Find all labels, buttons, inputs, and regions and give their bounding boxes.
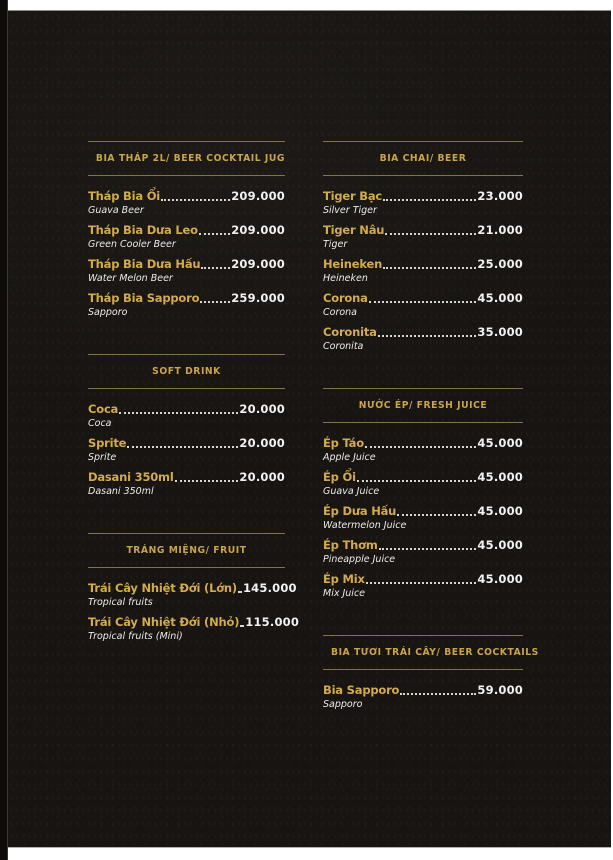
menu-section (323, 388, 523, 599)
item-subtitle: Guava Juice (323, 486, 380, 497)
item-subtitle: Silver Tiger (323, 205, 377, 216)
item-price: 25.000 (477, 257, 523, 271)
dotted-leader (119, 412, 238, 414)
section-title: BIA THÁP 2L/ BEER COCKTAIL JUG (95, 153, 286, 164)
item-name: Ép Táo (323, 436, 364, 450)
item-price: 59.000 (477, 683, 523, 697)
item-name: Heineken (323, 257, 383, 271)
dotted-leader (238, 591, 242, 593)
dotted-leader (385, 233, 476, 235)
section-rule-bottom (88, 567, 285, 568)
item-name: Ép Thơm (323, 538, 378, 552)
item-price: 45.000 (477, 470, 523, 484)
item-line (88, 615, 300, 629)
menu-item (323, 436, 523, 463)
item-line (88, 257, 285, 271)
dotted-leader (383, 199, 476, 201)
item-line (323, 189, 523, 203)
section-rule-top (323, 388, 523, 389)
item-subtitle: Mix Juice (323, 588, 366, 599)
item-line (323, 538, 523, 552)
item-subtitle: Pineapple Juice (323, 554, 396, 565)
item-line (323, 436, 523, 450)
item-price: 20.000 (239, 436, 285, 450)
section-rule-top (323, 141, 523, 142)
section-items (323, 436, 523, 599)
item-price: 209.000 (231, 189, 285, 203)
dotted-leader (378, 335, 477, 337)
item-price: 209.000 (231, 257, 285, 271)
menu-item (323, 325, 523, 352)
section-rule-top (88, 354, 285, 355)
item-line (323, 325, 523, 339)
menu-item (88, 189, 285, 216)
item-name: Tháp Bia Ổi (88, 189, 161, 203)
item-subtitle: Apple Juice (323, 452, 376, 463)
menu-item (323, 572, 523, 599)
item-line (88, 402, 285, 416)
item-price: 20.000 (239, 470, 285, 484)
dotted-leader (369, 301, 477, 303)
item-line (88, 436, 285, 450)
menu-card (8, 10, 611, 848)
dotted-leader (127, 446, 238, 448)
item-name: Tiger Bạc (323, 189, 383, 203)
menu-item (88, 257, 285, 284)
item-name: Tháp Bia Sapporo (88, 291, 200, 305)
item-subtitle: Tropical fruits (Mini) (88, 631, 183, 642)
item-price: 45.000 (477, 504, 523, 518)
menu-item (88, 291, 285, 318)
section-title: BIA CHAI/ BEER (379, 153, 467, 164)
dotted-leader (400, 693, 476, 695)
menu-item (88, 470, 285, 497)
menu-item (88, 402, 285, 429)
item-subtitle: Coca (88, 418, 112, 429)
dotted-leader (397, 514, 476, 516)
menu-section (323, 141, 523, 352)
dotted-leader (199, 233, 230, 235)
section-title: NƯỚC ÉP/ FRESH JUICE (358, 400, 488, 411)
item-subtitle: Watermelon Juice (323, 520, 407, 531)
item-line (323, 683, 523, 697)
item-subtitle: Coronita (323, 341, 364, 352)
item-name: Tiger Nâu (323, 223, 385, 237)
section-items (88, 189, 285, 318)
item-line (88, 291, 285, 305)
menu-item (88, 581, 297, 608)
dotted-leader (357, 480, 477, 482)
item-price: 145.000 (242, 581, 297, 595)
menu-item (323, 257, 523, 284)
item-price: 45.000 (477, 291, 523, 305)
item-name: Trái Cây Nhiệt Đới (Nhỏ) (88, 615, 240, 629)
menu-column-left (88, 141, 300, 746)
item-price: 209.000 (231, 223, 285, 237)
dotted-leader (201, 267, 230, 269)
item-price: 259.000 (231, 291, 285, 305)
dotted-leader (379, 548, 477, 550)
menu-item (323, 223, 523, 250)
menu-item (323, 470, 523, 497)
item-line (323, 291, 523, 305)
menu-columns (88, 141, 539, 746)
item-price: 20.000 (239, 402, 285, 416)
menu-item (323, 504, 523, 531)
item-subtitle: Sapporo (88, 307, 128, 318)
item-subtitle: Green Cooler Beer (88, 239, 176, 250)
item-name: Coca (88, 402, 119, 416)
item-subtitle: Water Melon Beer (88, 273, 173, 284)
dotted-leader (240, 625, 244, 627)
item-line (88, 189, 285, 203)
section-rule-bottom (88, 388, 285, 389)
section-title: TRÁNG MIỆNG/ FRUIT (126, 545, 247, 556)
item-name: Tháp Bia Dưa Hấu (88, 257, 201, 271)
item-price: 45.000 (477, 538, 523, 552)
item-line (88, 470, 285, 484)
item-name: Tháp Bia Dưa Leo (88, 223, 198, 237)
item-name: Trái Cây Nhiệt Đới (Lớn) (88, 581, 237, 595)
item-name: Dasani 350ml (88, 470, 174, 484)
dotted-leader (366, 582, 477, 584)
section-rule-bottom (323, 669, 523, 670)
menu-column-right (323, 141, 539, 746)
item-name: Bia Sapporo (323, 683, 400, 697)
menu-item (88, 615, 300, 642)
item-line (323, 470, 523, 484)
menu-item (323, 189, 523, 216)
item-name: Coronita (323, 325, 377, 339)
item-name: Corona (323, 291, 368, 305)
section-rule-top (88, 141, 285, 142)
item-price: 45.000 (477, 572, 523, 586)
item-name: Ép Mix (323, 572, 365, 586)
dotted-leader (175, 480, 239, 482)
page-left-edge (0, 0, 8, 860)
menu-section (88, 354, 285, 497)
section-items (323, 683, 523, 710)
dotted-leader (200, 301, 230, 303)
menu-section (323, 635, 539, 710)
dotted-leader (365, 446, 477, 448)
item-subtitle: Sprite (88, 452, 117, 463)
item-price: 115.000 (245, 615, 300, 629)
item-subtitle: Sapporo (323, 699, 363, 710)
item-subtitle: Tiger (323, 239, 348, 250)
dotted-leader (383, 267, 476, 269)
item-name: Sprite (88, 436, 127, 450)
menu-section (88, 141, 285, 318)
item-subtitle: Guava Beer (88, 205, 144, 216)
item-line (323, 257, 523, 271)
item-line (88, 581, 297, 595)
menu-section (88, 533, 300, 642)
section-items (323, 189, 523, 352)
section-rule-bottom (323, 422, 523, 423)
menu-item (88, 223, 285, 250)
section-rule-bottom (323, 175, 523, 176)
dotted-leader (161, 199, 230, 201)
item-subtitle: Tropical fruits (88, 597, 153, 608)
item-subtitle: Dasani 350ml (88, 486, 154, 497)
item-subtitle: Heineken (323, 273, 368, 284)
section-rule-top (88, 533, 285, 534)
section-rule-bottom (88, 175, 285, 176)
section-items (88, 402, 285, 497)
menu-item (323, 683, 523, 710)
section-rule-top (323, 635, 523, 636)
item-line (323, 572, 523, 586)
item-name: Ép Ổi (323, 470, 356, 484)
item-subtitle: Corona (323, 307, 358, 318)
item-price: 23.000 (477, 189, 523, 203)
item-line (88, 223, 285, 237)
item-name: Ép Dưa Hấu (323, 504, 397, 518)
item-price: 21.000 (477, 223, 523, 237)
menu-item (323, 538, 523, 565)
section-title: SOFT DRINK (152, 366, 221, 377)
item-price: 35.000 (477, 325, 523, 339)
section-items (88, 581, 300, 642)
section-title: BIA TƯƠI TRÁI CÂY/ BEER COCKTAILS (331, 647, 539, 658)
menu-item (323, 291, 523, 318)
item-line (323, 504, 523, 518)
menu-item (88, 436, 285, 463)
item-price: 45.000 (477, 436, 523, 450)
item-line (323, 223, 523, 237)
